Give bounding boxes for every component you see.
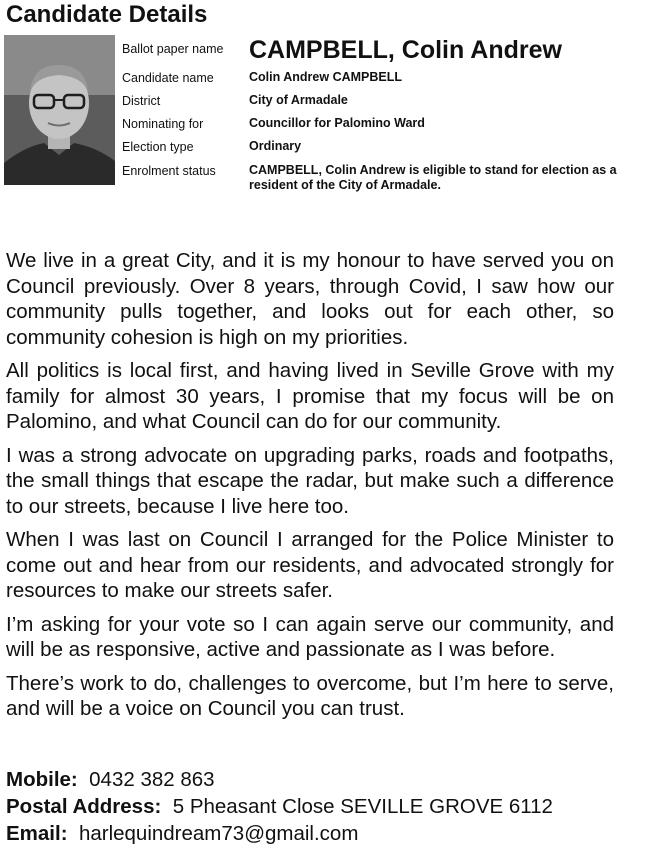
postal-line [6,793,646,820]
page-title: Candidate Details [6,1,208,28]
district-row [122,93,644,116]
statement-paragraph: There’s work to do, challenges to overcome, but I’m here to serve, and will be a voice on Council you can trust. [6,671,614,720]
candidate-photo [4,35,115,185]
statement-paragraph: I’m asking for your vote so I can again serve our community, and will be as responsive, active and passionate as I was before. [6,612,614,661]
candidate-details [122,38,644,195]
statement-paragraph: We live in a great City, and it is my honour to have served you on Council previously. Over 8 years, through Covid, I saw how our community pulls together, and looks out for each other, so community cohesion is high on my priorities. [6,249,614,349]
nominating-value: Councillor for Palomino Ward [249,116,425,130]
district-value: City of Armadale [249,93,348,107]
district-label: District [122,94,161,108]
election-type-label: Election type [122,140,194,154]
nominating-label: Nominating for [122,117,204,131]
enrolment-row [122,163,644,195]
postal-label: Postal Address: [6,795,162,818]
candidate-name-label: Candidate name [122,71,214,85]
statement-paragraph: When I was last on Council I arranged for the Police Minister to come out and hear from our residents, and advocated strongly for resources to make our streets safer. [6,528,614,602]
email-value: harlequindream73@gmail.com [78,822,359,845]
mobile-label: Mobile: [6,768,78,791]
postal-value: 5 Pheasant Close SEVILLE GROVE 6112 [172,795,553,818]
candidate-name-row [122,70,644,93]
enrolment-value: CAMPBELL, Colin Andrew is eligible to stand for election as a resident of the City of Armadale. [249,163,617,192]
portrait-icon [4,35,115,185]
email-label: Email: [6,822,68,845]
election-type-value: Ordinary [249,139,302,153]
email-line [6,820,646,847]
nominating-row [122,116,644,139]
enrolment-label: Enrolment status [122,164,216,178]
statement-paragraph: I was a strong advocate on upgrading parks, roads and footpaths, the small things that escape the radar, but make such a difference to our streets, because I live here too. [6,443,614,518]
contact-details [6,766,646,847]
mobile-line [6,766,646,793]
ballot-name-label: Ballot paper name [122,42,224,56]
mobile-value: 0432 382 863 [89,768,215,791]
election-type-row [122,139,644,163]
ballot-name-value: CAMPBELL, Colin Andrew [249,36,562,64]
candidate-statement [6,248,614,730]
statement-paragraph: All politics is local first, and having lived in Seville Grove with my family for almost 30 years, I promise that my focus will be on Palomino, and what Council can do for our community. [6,359,614,433]
candidate-name-value: Colin Andrew CAMPBELL [249,70,403,84]
ballot-name-row [122,38,644,70]
